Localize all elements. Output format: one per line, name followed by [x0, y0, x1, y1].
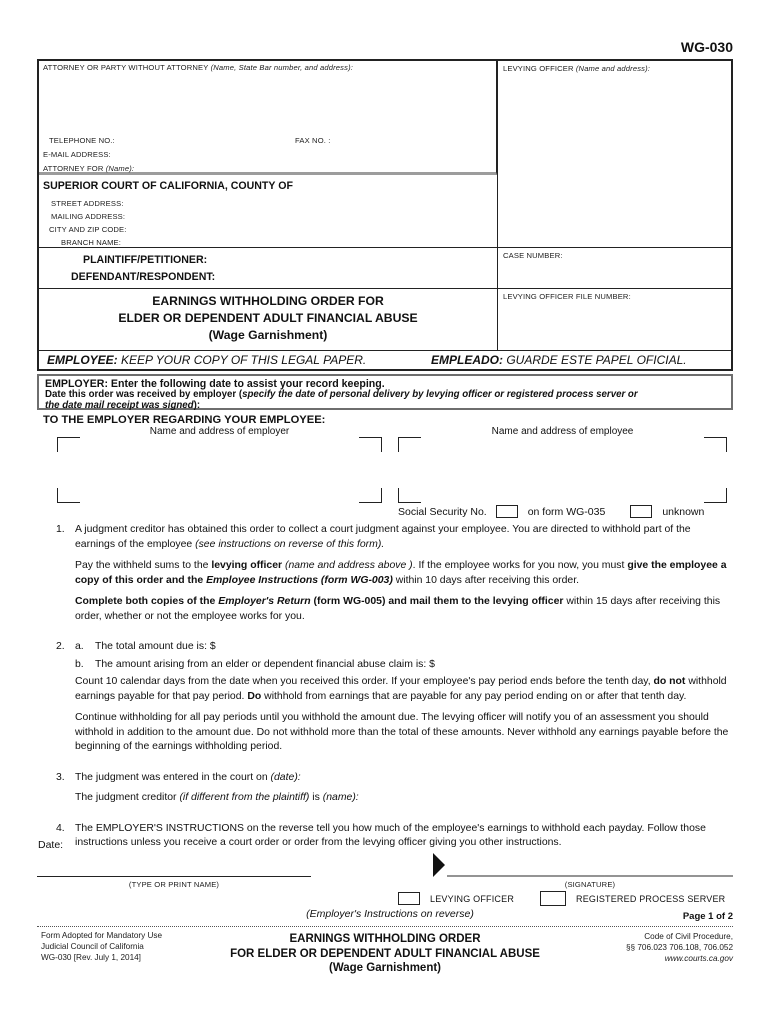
- form-number: WG-030: [680, 39, 733, 55]
- court-info-area[interactable]: [39, 175, 497, 247]
- levying-officer-label: LEVYING OFFICER (Name and address):: [503, 64, 651, 73]
- ssn-on-form-label: on form WG-035: [527, 505, 606, 518]
- ssn-row: [398, 505, 738, 518]
- item2-paragraph-3: Continue withholding for all pay periods until you withhold the amount due. The levying officer will notify you of an assessment you should withhold in addition to the amount due. Do not withhold more than the total of these amounts. Never withhold any earnings payable before the beginning of the earnings withholding period.: [75, 712, 729, 752]
- item3-judgment-creditor[interactable]: The judgment creditor (if different from the plaintiff) is (name):: [75, 792, 359, 803]
- employer-box-heading: EMPLOYER: Enter the following date to assist your record keeping.: [45, 378, 385, 390]
- bracket-corner-icon: [398, 437, 421, 452]
- employer-address-label: Name and address of employer: [149, 426, 290, 437]
- court-title: SUPERIOR COURT OF CALIFORNIA, COUNTY OF: [43, 180, 293, 192]
- branch-name-label: BRANCH NAME:: [61, 238, 122, 247]
- date-field[interactable]: Date:: [38, 839, 64, 851]
- bracket-corner-icon: [359, 437, 382, 452]
- caption-box: [37, 59, 733, 371]
- bracket-corner-icon: [57, 488, 80, 503]
- item4-paragraph: The EMPLOYER'S INSTRUCTIONS on the reverse tell you how much of the employee's earnings to withhold each payday. Follow those instructions unless you receive a court order or order from the levying officer giving you other instructions.: [75, 822, 706, 848]
- employer-address-box[interactable]: [57, 437, 382, 503]
- ssn-label: Social Security No.: [398, 505, 487, 518]
- bracket-corner-icon: [359, 488, 382, 503]
- item1-paragraph-1: A judgment creditor has obtained this order to collect a court judgment against your employee. You are directed to withhold part of the earnings of the employee (see instructions on reverse of this form).: [75, 524, 691, 550]
- bracket-corner-icon: [398, 488, 421, 503]
- employee-notice-row: EMPLOYEE: KEEP YOUR COPY OF THIS LEGAL PAPER. EMPLEADO: GUARDE ESTE PAPEL OFICIAL.: [39, 350, 731, 369]
- employee-address-label: Name and address of employee: [491, 426, 634, 437]
- item-4: 4. The EMPLOYER'S INSTRUCTIONS on the reverse tell you how much of the employee's earnings to withhold each payday. Follow those instructions unless you receive a court order or order from the levying officer giving you other instructions.: [56, 822, 733, 858]
- telephone-label: TELEPHONE NO.:: [49, 136, 115, 145]
- email-label: E-MAIL ADDRESS:: [43, 150, 111, 159]
- item-2: 2. a. The total amount due is: $ b. The amount arising from an elder or dependent financial abuse claim is: $ Count 10 calendar days from the date when you received this order. If your employee's pay period ends before the tenth day, do not withhold earnings payable for that pay period. Do withhold from earnings that are payable for any pay period ending on or after that tenth day. Continue withholding for all pay periods until you withhold the amount due. The levying officer will notify you of an assessment you should withhold in addition to the amount due. Do not withhold more than the total of these amounts. Never withhold any earnings payable before the beginning of the earnings withholding period.: [56, 640, 733, 762]
- employer-box-instruction: Date this order was received by employer (specify the date of personal delivery by levying officer or registered process server or the date mail receipt was signed):: [45, 389, 638, 411]
- attorney-label: ATTORNEY OR PARTY WITHOUT ATTORNEY (Name, State Bar number, and address):: [43, 63, 354, 72]
- ssn-unknown-label: unknown: [662, 505, 705, 518]
- type-name-line[interactable]: [37, 876, 311, 877]
- ssn-unknown-checkbox[interactable]: [630, 505, 652, 518]
- to-employer-heading: TO THE EMPLOYER REGARDING YOUR EMPLOYEE:: [43, 414, 326, 426]
- mailing-address-label: MAILING ADDRESS:: [51, 212, 126, 221]
- plaintiff-label: PLAINTIFF/PETITIONER:: [83, 254, 208, 266]
- bracket-corner-icon: [704, 437, 727, 452]
- case-number-label: CASE NUMBER:: [503, 251, 563, 260]
- signature-line[interactable]: [447, 875, 733, 877]
- footer-right: Code of Civil Procedure, §§ 706.023 706.108, 706.052 www.courts.ca.gov: [560, 932, 733, 964]
- defendant-label: DEFENDANT/RESPONDENT:: [71, 271, 216, 283]
- item-1: 1. A judgment creditor has obtained this order to collect a court judgment against your employee. You are directed to withhold part of the earnings of the employee (see instructions on reverse of this form). Pay the withheld sums to the levying officer (name and address above ). If the employee works for you now, you must give the employee a copy of this order and the Employee Instructions (form WG-003) within 10 days after receiving this order. Complete both copies of the Employer's Return (form WG-005) and mail them to the levying officer within 15 days after receiving this order, whether or not the employee works for you.: [56, 523, 733, 631]
- signature-label: (SIGNATURE): [564, 880, 616, 889]
- instructions-note: (Employer's Instructions on reverse): [306, 908, 474, 920]
- levying-file-number-label: LEVYING OFFICER FILE NUMBER:: [503, 292, 631, 301]
- party-row: [39, 247, 731, 288]
- page-indicator: Page 1 of 2: [682, 911, 733, 922]
- footer-title: EARNINGS WITHHOLDING ORDER FOR ELDER OR DEPENDENT ADULT FINANCIAL ABUSE (Wage Garnishment): [230, 933, 540, 974]
- case-number-field[interactable]: [498, 260, 730, 288]
- employer-date-box[interactable]: [37, 374, 733, 410]
- bracket-corner-icon: [704, 488, 727, 503]
- item-3: 3. The judgment was entered in the court on (date): The judgment creditor (if different from the plaintiff) is (name):: [56, 771, 733, 813]
- form-title-row: [39, 288, 731, 350]
- item2a-total-amount[interactable]: a. The total amount due is: $: [75, 641, 216, 652]
- attorney-for-label: ATTORNEY FOR (Name):: [43, 164, 135, 173]
- footer-left: Form Adopted for Mandatory Use Judicial Council of California WG-030 [Rev. July 1, 2014]: [41, 931, 163, 962]
- item1-paragraph-3: Complete both copies of the Employer's Return (form WG-005) and mail them to the levying officer within 15 days after receiving this order, whether or not the employee works for you.: [75, 596, 721, 622]
- employee-address-box[interactable]: [398, 437, 727, 503]
- item1-paragraph-2: Pay the withheld sums to the levying officer (name and address above ). If the employee works for you now, you must give the employee a copy of this order and the Employee Instructions (form WG-003) within 10 days after receiving this order.: [75, 560, 727, 586]
- item2-paragraph-2: Count 10 calendar days from the date when you received this order. If your employee's pay period ends before the tenth day, do not withhold earnings payable for that pay period. Do withhold from earnings that are payable for any pay period ending on or after that tenth day.: [75, 676, 727, 702]
- form-title: EARNINGS WITHHOLDING ORDER FOR ELDER OR DEPENDENT ADULT FINANCIAL ABUSE (Wage Garnishment): [118, 294, 418, 342]
- street-address-label: STREET ADDRESS:: [51, 199, 124, 208]
- levying-officer-checkbox[interactable]: [398, 892, 420, 905]
- order-items: [56, 523, 733, 867]
- footer-separator: [37, 926, 733, 927]
- city-zip-label: CITY AND ZIP CODE:: [49, 225, 127, 234]
- levying-officer-area[interactable]: [498, 73, 730, 247]
- attorney-info-area[interactable]: [39, 61, 497, 175]
- ssn-on-form-checkbox[interactable]: [496, 505, 518, 518]
- registered-process-server-checkbox-label: REGISTERED PROCESS SERVER: [576, 893, 726, 904]
- signature-arrow-icon: [433, 853, 445, 877]
- type-name-label: (TYPE OR PRINT NAME): [128, 880, 220, 889]
- courts-website: www.courts.ca.gov: [664, 953, 733, 963]
- levying-officer-checkbox-label: LEVYING OFFICER: [430, 893, 515, 904]
- signer-type-row: [398, 891, 725, 906]
- levying-file-number-field[interactable]: [498, 301, 730, 349]
- registered-process-server-checkbox[interactable]: [540, 891, 566, 906]
- item2b-abuse-claim-amount[interactable]: b. The amount arising from an elder or dependent financial abuse claim is: $: [75, 658, 435, 670]
- bracket-corner-icon: [57, 437, 80, 452]
- fax-label: FAX NO. :: [295, 136, 331, 145]
- item3-judgment-date[interactable]: The judgment was entered in the court on (date):: [75, 771, 301, 783]
